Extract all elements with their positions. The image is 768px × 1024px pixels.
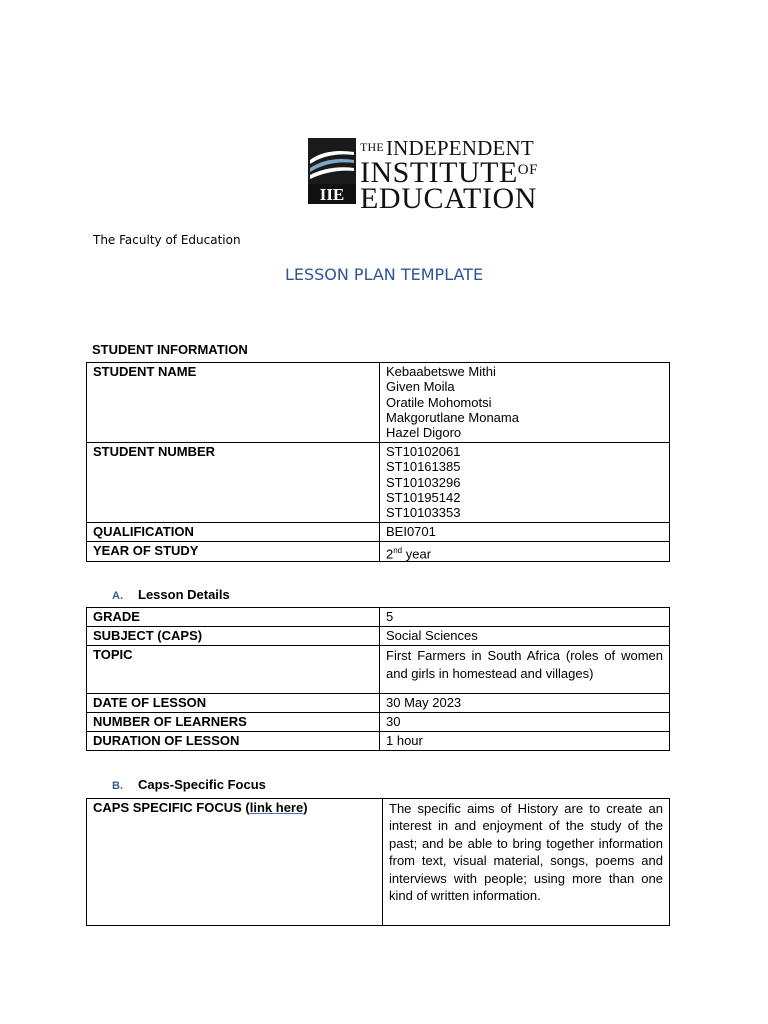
grade-label: GRADE [87,608,380,627]
subject-label: SUBJECT (CAPS) [87,627,380,646]
caps-focus-table [86,798,670,926]
student-info-table [86,362,670,562]
caps-focus-label: CAPS SPECIFIC FOCUS (link here) [87,799,383,926]
student-info-heading: STUDENT INFORMATION [92,342,248,357]
caps-focus-text: The specific aims of History are to create an interest in and enjoyment of the study of the past; and be able to bring together information from text, visual material, songs, poems and interviews with people; using more than one kind of written information. [383,799,670,926]
student-numbers: ST10102061 ST10161385 ST10103296 ST10195142 ST10103353 [380,443,670,523]
iie-logo [308,136,574,215]
qualification-value: BEI0701 [380,523,670,542]
document-title: LESSON PLAN TEMPLATE [284,265,484,284]
year-of-study-value: 2nd year [380,542,670,562]
logo-line-3: EDUCATION [360,182,538,215]
lesson-details-table [86,607,670,751]
logo-line-1: THEINDEPENDENT [360,136,534,160]
iie-emblem-icon [308,138,356,204]
duration-value: 1 hour [380,732,670,751]
student-names: Kebaabetswe Mithi Given Moila Oratile Mohomotsi Makgorutlane Monama Hazel Digoro [380,363,670,443]
faculty-name: The Faculty of Education [93,233,241,247]
year-of-study-label: YEAR OF STUDY [87,542,380,562]
lesson-details-heading: A. Lesson Details [112,587,230,602]
learners-value: 30 [380,713,670,732]
learners-label: NUMBER OF LEARNERS [87,713,380,732]
caps-focus-heading: B. Caps-Specific Focus [112,777,266,792]
qualification-label: QUALIFICATION [87,523,380,542]
student-number-label: STUDENT NUMBER [87,443,380,523]
topic-value: First Farmers in South Africa (roles of women and girls in homestead and villages) [380,646,670,694]
svg-text:IIE: IIE [319,185,345,204]
date-label: DATE OF LESSON [87,694,380,713]
subject-value: Social Sciences [380,627,670,646]
duration-label: DURATION OF LESSON [87,732,380,751]
date-value: 30 May 2023 [380,694,670,713]
student-name-label: STUDENT NAME [87,363,380,443]
grade-value: 5 [380,608,670,627]
caps-link[interactable]: link here [249,800,304,815]
logo-line-2: $INSTITUTE^{OF}$ [360,156,538,189]
topic-label: TOPIC [87,646,380,694]
